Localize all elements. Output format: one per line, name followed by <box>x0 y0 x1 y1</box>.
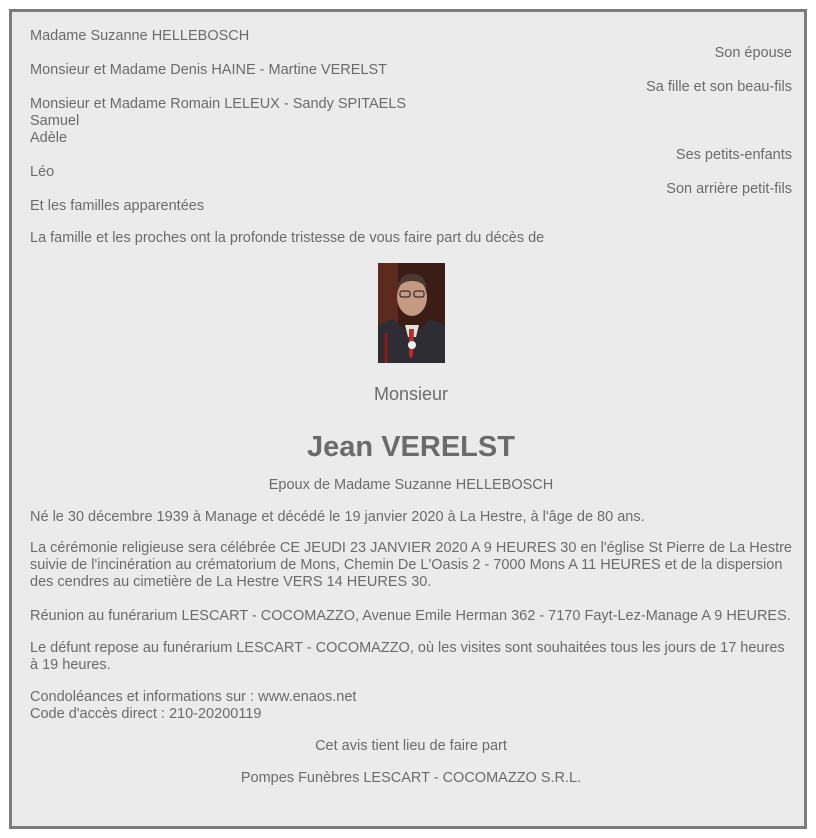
related-families: Et les familles apparentées <box>30 198 205 214</box>
great-grandchild-name: Léo <box>30 164 55 180</box>
notice-text: Cet avis tient lieu de faire part <box>315 738 507 754</box>
ceremony-text: La cérémonie religieuse sera célébrée CE JEUDI 23 JANVIER 2020 A 9 HEURES 30 en l'église St Pierre de La Hestre suivie de l'incinération au crématorium de Mons, Chemin De L'Oasis 2 - 7000 Mons A 11 HEURES et de la dispersion des cendres au cimetière de La Hestre VERS 14 HEURES 30. <box>30 540 792 590</box>
obituary-content <box>30 28 792 787</box>
deceased-photo <box>378 263 445 363</box>
condolences-text: Condoléances et informations sur : www.enaos.net <box>30 689 357 705</box>
daughter-name: Monsieur et Madame Denis HAINE - Martine VERELST <box>30 62 387 78</box>
spouse-name: Madame Suzanne HELLEBOSCH <box>30 28 250 44</box>
deceased-name: Jean VERELST <box>307 431 515 463</box>
spouse-role: Son épouse <box>714 45 792 61</box>
portrait-image <box>378 263 445 363</box>
birth-death-text: Né le 30 décembre 1939 à Manage et décédé le 19 janvier 2020 à La Hestre, à l'âge de 80 ans. <box>30 509 645 525</box>
announcement-text: La famille et les proches ont la profonde tristesse de vous faire part du décès de <box>30 230 545 246</box>
grandchildren-role: Ses petits-enfants <box>675 147 792 163</box>
funeral-home-text: Pompes Funèbres LESCART - COCOMAZZO S.R.L. <box>240 770 582 786</box>
daughter-role: Sa fille et son beau-fils <box>646 79 792 95</box>
obituary-frame <box>9 9 807 829</box>
deceased-honorific: Monsieur <box>373 384 449 404</box>
gathering-text: Réunion au funérarium LESCART - COCOMAZZO, Avenue Emile Herman 362 - 7170 Fayt-Lez-Manage A 9 HEURES. <box>30 608 791 624</box>
grandchildren-line-3: Adèle <box>30 130 68 146</box>
grandchildren-line-1: Monsieur et Madame Romain LELEUX - Sandy SPITAELS <box>30 96 407 112</box>
access-code-text: Code d'accès direct : 210-20200119 <box>30 706 262 722</box>
spouse-of: Epoux de Madame Suzanne HELLEBOSCH <box>268 477 554 493</box>
visits-text: Le défunt repose au funérarium LESCART - COCOMAZZO, où les visites sont souhaitées tous les jours de 17 heures à 19 heures. <box>30 640 785 673</box>
great-grandchild-role: Son arrière petit-fils <box>666 181 792 197</box>
grandchildren-line-2: Samuel <box>30 113 80 129</box>
